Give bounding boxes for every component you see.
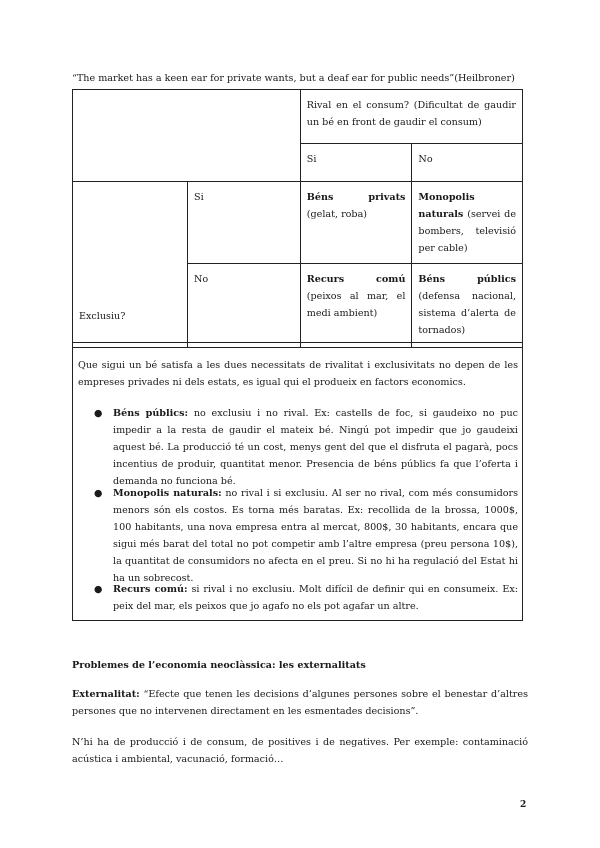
heilbroner-quote: “The market has a keen ear for private wants, but a deaf ear for public needs”(Heilbroner): [72, 73, 515, 84]
list-item-title: Recurs comú:: [113, 584, 188, 595]
bens-privats-desc: (gelat, roba): [306, 209, 368, 220]
recurs-comu-desc: (peixos al mar, el medi ambient): [306, 291, 406, 319]
page-number: 2: [520, 800, 527, 810]
goods-classification-table: [72, 89, 523, 348]
bens-publics-desc: (defensa nacional, sistema d’alerta de tornados): [418, 291, 516, 336]
rival-header-cell: Rival en el consum? (Dificultat de gaudir un bé en front de gaudir el consum): [300, 90, 522, 144]
list-item-text: no rival i si exclusiu. Al ser no rival, com més consumidors menors són els costos. Es torna més baratas. Ex: recollida de la brossa, 1000$, 100 habitants, una nova empresa entra al mercat, 800$, 30 habitants, encara que sigui més barat del total no pot competir amb l’altre empresa (preu persona 10$), la quantitat de consumidors no afecta en el preu. Si no hi ha regulació del Estat hi ha un sobrecost.: [113, 488, 518, 584]
list-item-text: si rival i no exclusiu. Molt difícil de definir qui en consumeix. Ex: peix del mar, els peixos que jo agafo no els pot agafar un altre.: [113, 584, 518, 612]
notes-intro: Que sigui un bé satisfa a les dues necessitats de rivalitat i exclusivitats no depen de les empreses privades ni dels estats, es igual qui el produeix en factors economics.: [78, 360, 518, 388]
rival-si-cell: Si: [300, 144, 412, 182]
notes-box: [72, 342, 523, 621]
bullet-icon: ●: [94, 584, 103, 595]
externalitat-definition: “Efecte que tenen les decisions d’algunes persones sobre el benestar d’altres persones que no intervenen directament en les esmentades decisions”.: [72, 689, 528, 717]
externalitat-label: Externalitat:: [72, 689, 140, 700]
bullet-icon: ●: [94, 408, 103, 419]
rival-no-cell: No: [412, 144, 523, 182]
list-item-title: Monopolis naturals:: [113, 488, 222, 499]
list-item: [94, 581, 518, 615]
list-item-text: no exclusiu i no rival. Ex: castells de foc, si gaudeixo no puc impedir a la resta de gaudir el mateix bé. Ningú pot impedir que jo gaudeixi aquest bé. La producció té un cost, menys gent del que el disfruta el pagarà, pocs incentius de produir, quantitat menor. Presencia de béns públics fa que l’oferta i demanda no funciona bé.: [113, 408, 518, 487]
exclusiu-label-cell: Exclusiu?: [73, 182, 188, 348]
recurs-comu-title: Recurs comú: [306, 274, 406, 285]
list-item: [94, 485, 518, 587]
monopolis-cell: [412, 182, 523, 264]
bens-privats-cell: [300, 182, 412, 264]
table-row: [73, 182, 523, 264]
monopolis-desc: (servei de bombers, televisió per cable): [418, 209, 516, 254]
externalitat-paragraph: [72, 686, 528, 720]
list-item-title: Béns públics:: [113, 408, 189, 419]
list-item: [94, 405, 518, 490]
table-row: [73, 90, 523, 144]
monopolis-title: Monopolis naturals: [418, 192, 475, 220]
bullet-icon: ●: [94, 488, 103, 499]
bens-privats-title: Béns privats: [306, 192, 406, 203]
produccio-paragraph: N’hi ha de producció i de consum, de positives i de negatives. Per exemple: contaminació acústica i ambiental, vacunació, formació…: [72, 737, 528, 765]
recurs-comu-cell: [300, 264, 412, 348]
excl-no-cell: No: [188, 264, 301, 348]
empty-corner-cell: [73, 90, 301, 182]
bens-publics-title: Béns públics: [418, 274, 516, 285]
bens-publics-cell: [412, 264, 523, 348]
excl-si-cell: Si: [188, 182, 301, 264]
section-heading: Problemes de l’economia neoclàssica: les externalitats: [72, 660, 366, 671]
